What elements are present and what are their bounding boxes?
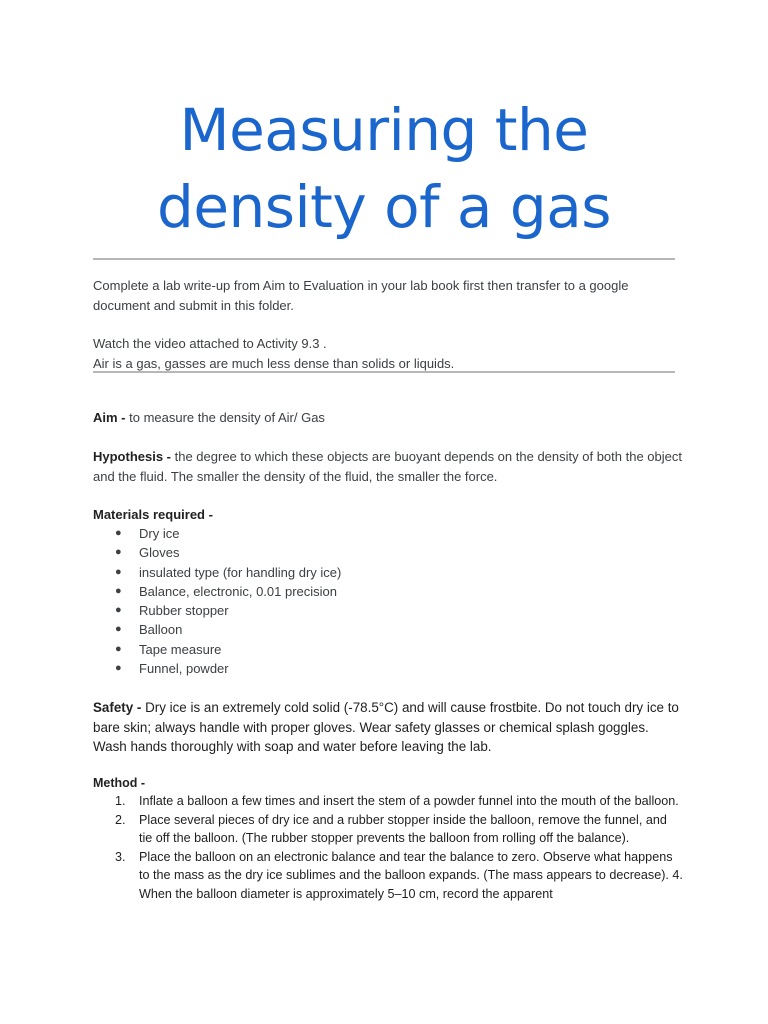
list-item [93, 792, 683, 811]
step-text: Inflate a balloon a few times and insert the stem of a powder funnel into the mouth of the balloon. [139, 794, 679, 808]
divider-bottom [93, 371, 675, 373]
list-item: ● Rubber stopper [93, 601, 341, 620]
intro-paragraph-1: Complete a lab write-up from Aim to Evaluation in your lab book first then transfer to a google document and submit in this folder. [93, 278, 629, 313]
aim-section [93, 408, 683, 428]
list-item: ● Dry ice [93, 524, 341, 543]
intro-paragraph-2: Watch the video attached to Activity 9.3 . [93, 336, 327, 351]
hypothesis-text: the degree to which these objects are buoyant depends on the density of both the object and the fluid. The smaller the density of the fluid, the smaller the force. [93, 449, 682, 484]
step-number: 3. [115, 849, 126, 864]
divider-top [93, 258, 675, 260]
bullet-icon: ● [115, 623, 122, 636]
step-text: Place several pieces of dry ice and a rubber stopper inside the balloon, remove the funnel, and tie off the balloon. (The rubber stopper prevents the balloon from rolling off the balance). [139, 812, 667, 845]
materials-label: Materials required - [93, 507, 213, 522]
materials-heading [93, 505, 683, 525]
title-line-2: density of a gas [157, 173, 611, 241]
aim-label: Aim - [93, 410, 126, 425]
bullet-icon: ● [115, 604, 122, 617]
hypothesis-section [93, 447, 683, 486]
list-item: ● Balance, electronic, 0.01 precision [93, 582, 341, 601]
materials-list [93, 524, 341, 678]
method-heading [93, 774, 683, 794]
step-number: 2. [115, 812, 126, 827]
list-item: ● Funnel, powder [93, 659, 341, 678]
list-item: ● Gloves [93, 543, 341, 562]
list-item: ● Balloon [93, 620, 341, 639]
hypothesis-label: Hypothesis - [93, 449, 172, 464]
method-label: Method - [93, 776, 146, 790]
safety-label: Safety - [93, 700, 142, 715]
step-number: 1. [115, 794, 126, 808]
bullet-icon: ● [115, 662, 122, 675]
list-item: ● Tape measure [93, 640, 341, 659]
document-title [93, 92, 675, 246]
bullet-icon: ● [115, 565, 122, 578]
intro-section [93, 276, 683, 373]
bullet-icon: ● [115, 642, 122, 655]
list-item [93, 811, 683, 848]
aim-text: to measure the density of Air/ Gas [125, 410, 325, 425]
list-item [93, 848, 683, 904]
safety-text: Dry ice is an extremely cold solid (-78.5°C) and will cause frostbite. Do not touch dry ice to bare skin; always handle with proper gloves. Wear safety glasses or chemical splash goggles. Wash hands thoroughly with soap and water before leaving the lab. [93, 700, 679, 754]
bullet-icon: ● [115, 527, 122, 539]
safety-section [93, 698, 683, 757]
bullet-icon: ● [115, 584, 122, 597]
title-line-1: Measuring the [179, 96, 589, 164]
list-item: ● insulated type (for handling dry ice) [93, 563, 341, 582]
bullet-icon: ● [115, 546, 122, 559]
step-text: Place the balloon on an electronic balance and tear the balance to zero. Observe what happens to the mass as the dry ice sublimes and the balloon expands. (The mass appears to decrease). 4. When the balloon diameter is approximately 5–10 cm, record the apparent [139, 849, 683, 901]
intro-paragraph-3: Air is a gas, gasses are much less dense than solids or liquids. [93, 355, 455, 371]
method-steps [93, 792, 683, 903]
